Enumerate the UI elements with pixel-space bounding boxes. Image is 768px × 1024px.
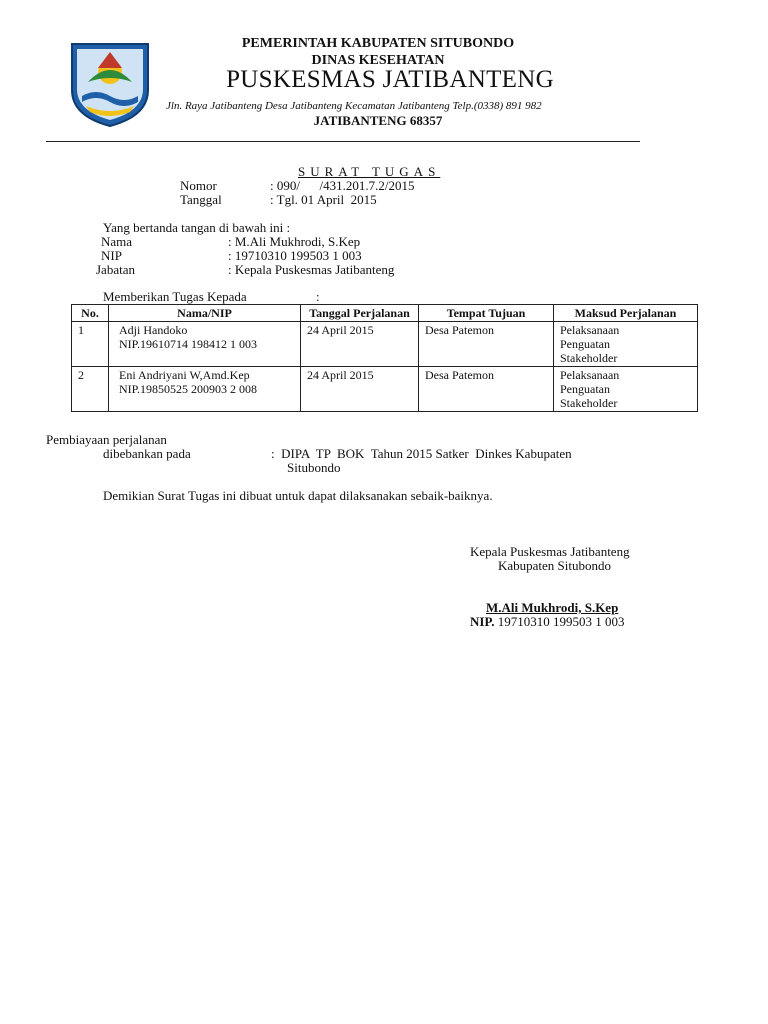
- tanggal-value: : Tgl. 01 April 2015: [270, 192, 377, 207]
- signer-jabatan-label: Jabatan: [96, 262, 135, 277]
- cell-nama: Adji Handoko: [119, 323, 188, 337]
- nomor-value: : 090/ /431.201.7.2/2015: [270, 178, 415, 193]
- institution-title: PUSKESMAS JATIBANTENG: [226, 66, 554, 93]
- signer-jabatan-value: : Kepala Puskesmas Jatibanteng: [228, 262, 395, 277]
- closing-statement: Demikian Surat Tugas ini dibuat untuk dapat dilaksanakan sebaik-baiknya.: [103, 488, 493, 503]
- signature-nip: [470, 614, 624, 630]
- signer-intro: Yang bertanda tangan di bawah ini :: [103, 220, 291, 235]
- cell-tempat: Desa Patemon: [419, 367, 554, 412]
- cell-tanggal: 24 April 2015: [301, 367, 419, 412]
- tanggal-label: Tanggal: [180, 192, 222, 207]
- cell-tempat: Desa Patemon: [419, 322, 554, 367]
- assignment-table: [71, 304, 698, 412]
- cell-no: 1: [72, 322, 109, 367]
- funding-value-2: Situbondo: [287, 460, 341, 475]
- signer-nama-label: Nama: [101, 234, 133, 249]
- signature-nip-value: 19710310 199503 1 003: [497, 614, 625, 629]
- nomor-label: Nomor: [180, 178, 217, 193]
- cell-nip: NIP.19850525 200903 2 008: [119, 382, 258, 396]
- signer-nip-value: : 19710310 199503 1 003: [228, 248, 362, 263]
- institution-address: Jln. Raya Jatibanteng Desa Jatibanteng Kecamatan Jatibanteng Telp.(0338) 891 982: [166, 100, 542, 112]
- letterhead-divider: [46, 141, 640, 142]
- table-header-row: [72, 305, 698, 322]
- cell-no: 2: [72, 367, 109, 412]
- cell-tanggal: 24 April 2015: [301, 322, 419, 367]
- col-header-tanggal: Tanggal Perjalanan: [301, 305, 419, 322]
- col-header-tempat: Tempat Tujuan: [419, 305, 554, 322]
- funding-label-1: Pembiayaan perjalanan: [46, 432, 167, 447]
- cell-nip: NIP.19610714 198412 1 003: [119, 337, 258, 351]
- signer-nama-value: : M.Ali Mukhrodi, S.Kep: [228, 234, 361, 249]
- col-header-no: No.: [72, 305, 109, 322]
- funding-value-1: : DIPA TP BOK Tahun 2015 Satker Dinkes Kabupaten: [271, 446, 572, 461]
- funding-label-2: dibebankan pada: [103, 446, 191, 461]
- document-title: SURAT TUGAS: [298, 164, 441, 179]
- regency-emblem-icon: [68, 38, 152, 128]
- col-header-maksud: Maksud Perjalanan: [554, 305, 698, 322]
- cell-maksud: Pelaksanaan Penguatan Stakeholder: [554, 367, 698, 412]
- table-row: [72, 322, 698, 367]
- assign-label: Memberikan Tugas Kepada: [103, 289, 247, 304]
- signature-nip-label: NIP.: [470, 614, 495, 629]
- cell-maksud: Pelaksanaan Penguatan Stakeholder: [554, 322, 698, 367]
- cell-nama-nip: [109, 322, 301, 367]
- institution-city: JATIBANTENG 68357: [313, 113, 443, 128]
- assign-colon: :: [316, 289, 320, 304]
- signature-name: M.Ali Mukhrodi, S.Kep: [486, 600, 619, 615]
- signer-nip-label: NIP: [101, 248, 122, 263]
- cell-nama: Eni Andriyani W,Amd.Kep: [119, 368, 250, 382]
- col-header-nama: Nama/NIP: [109, 305, 301, 322]
- table-row: [72, 367, 698, 412]
- cell-nama-nip: [109, 367, 301, 412]
- signature-position: Kepala Puskesmas Jatibanteng: [470, 544, 630, 559]
- signature-region: Kabupaten Situbondo: [498, 558, 612, 573]
- gov-name: PEMERINTAH KABUPATEN SITUBONDO: [241, 36, 515, 51]
- dept-name: DINAS KESEHATAN: [311, 53, 445, 68]
